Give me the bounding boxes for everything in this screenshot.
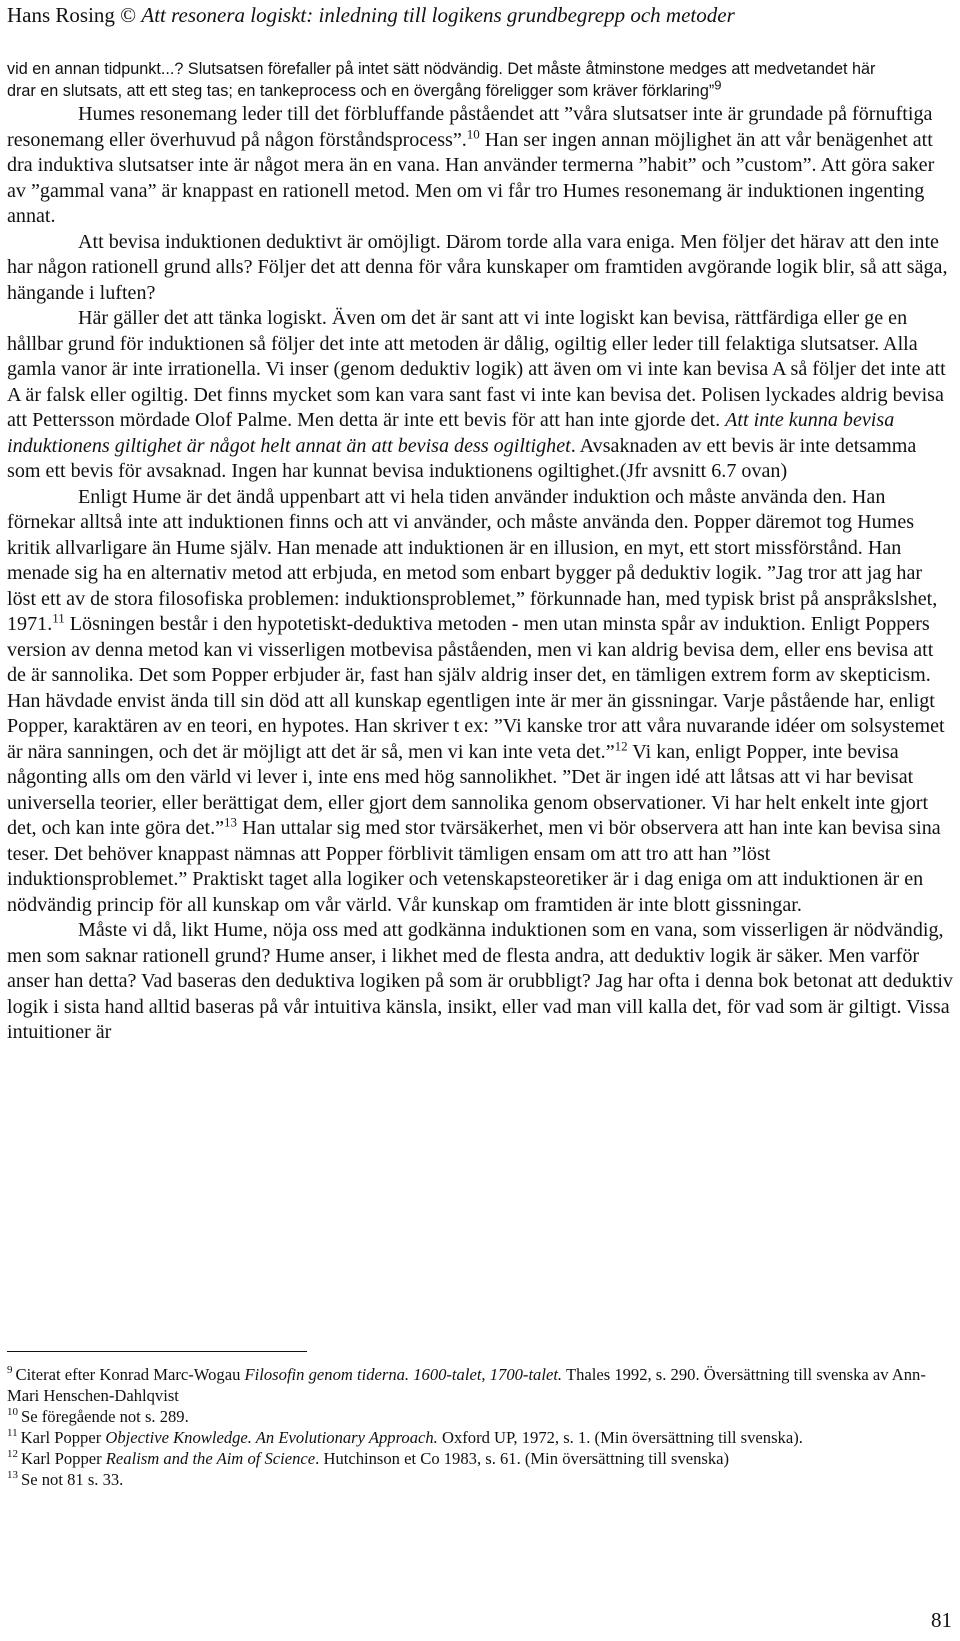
footnote-number: 12 bbox=[7, 1448, 18, 1461]
footnote-ref-10[interactable]: 10 bbox=[466, 125, 480, 141]
footnote-ref-11[interactable]: 11 bbox=[52, 610, 65, 626]
paragraph-like-hume: Måste vi då, likt Hume, nöja oss med att godkänna induktionen som en vana, som visserligen är nödvändig, men som saknar rationell grund? Hume anser, i likhet med de flesta andra, att deduktiv logik är säker. Men varför anser han detta? Vad baseras den deduktiva logiken på som är orubbligt? Jag har ofta i denna bok betonat att deduktiv logik i sista hand alltid baseras på vår intuitiva känsla, insikt, eller vad man vill kalla det, för vad som är giltigt. Vissa intuitioner är bbox=[7, 919, 953, 1043]
paragraph-deductive-proof: Att bevisa induktionen deduktivt är omöjligt. Därom torde alla vara eniga. Men följer det härav att den inte har någon rationell grund alls? Följer det att denna för våra kunskaper om framtiden avgörande logik blir, så att säga, hängande i luften? bbox=[7, 230, 948, 304]
footnote-text: Citerat efter Konrad Marc-Wogau bbox=[15, 1365, 245, 1384]
footnote-text: Karl Popper bbox=[20, 1428, 106, 1447]
paragraph-hume-habit bbox=[7, 102, 953, 230]
footnote-text: Karl Popper bbox=[21, 1449, 106, 1468]
footnote-9 bbox=[7, 1364, 953, 1406]
footnote-separator bbox=[7, 1351, 307, 1352]
footnote-italic: Filosofin genom tiderna. 1600-talet, 1700-talet. bbox=[244, 1365, 563, 1384]
footnote-ref-13[interactable]: 13 bbox=[224, 814, 238, 830]
footnote-number: 10 bbox=[7, 1406, 18, 1419]
footnote-italic: Objective Knowledge. An Evolutionary Approach. bbox=[105, 1428, 438, 1447]
footnote-text: Oxford UP, 1972, s. 1. (Min översättning till svenska). bbox=[437, 1428, 803, 1447]
footnote-text: . Hutchinson et Co 1983, s. 61. (Min översättning till svenska) bbox=[315, 1449, 730, 1468]
paragraph-text: Enligt Hume är det ändå uppenbart att vi hela tiden använder induktion och måste använda den. Han förnekar alltså inte att induktionen finns och att vi använder, och måste använda den. Popper däremot tog Humes kritik allvarligare än Hume själv. Han menade att induktionen är en illusion, en myt, ett stort missförstånd. Han menade sig ha en alternativ metod att erbjuda, en metod som enbart bygger på deduktiv logik. ”Jag tror att jag har löst ett av de stora filosofiska problemen: induktionsproblemet,” förkunnade han, med typisk brist på anspråkslshet, 1971. bbox=[7, 485, 938, 635]
page-number: 81 bbox=[931, 1608, 952, 1632]
footnote-11 bbox=[7, 1427, 953, 1448]
paragraph-think-logically bbox=[7, 306, 953, 485]
footnote-13 bbox=[7, 1469, 953, 1490]
footnote-text: Thales 1992, s. 290. Översättning till svenska av Ann-Mari Henschen-Dahlqvist bbox=[7, 1365, 926, 1405]
emphasized-text: Att inte kunna bevisa induktionens giltighet är något helt annat än att bevisa dess ogiltighet bbox=[7, 409, 895, 457]
quote-line-2: drar en slutsats, att ett steg tas; en tankeprocess och en övergång föreligger som kräver förklaring” bbox=[7, 82, 715, 100]
quote-line-1: vid en annan tidpunkt...? Slutsatsen förefaller på intet sätt nödvändig. Det måste åtminstone medges att medvetandet här bbox=[7, 60, 876, 78]
main-text bbox=[7, 58, 953, 1046]
header-book-title: Att resonera logiskt: inledning till logikens grundbegrepp och metoder bbox=[141, 3, 735, 27]
paragraph-text: . Avsaknaden av ett bevis är inte detsamma som ett bevis för avsaknad. Ingen har kunnat bevisa induktionens ogiltighet.(Jfr avsnitt 6.7 ovan) bbox=[7, 434, 917, 482]
footnote-number: 9 bbox=[7, 1364, 13, 1377]
footnote-italic: Realism and the Aim of Science bbox=[105, 1449, 316, 1468]
paragraph-text: Han uttalar sig med stor tvärsäkerhet, men vi bör observera att han inte kan bevisa sina teser. Det behöver knappast nämnas att Popper förblivit tämligen ensam om att tro att han ”löst induktionsproblemet.” Praktiskt taget alla logiker och vetenskapsteoretiker är i dag eniga om att induktionen är en nödvändig princip för all kunskap om vår värld. Vår kunskap om framtiden är inte blott gissningar. bbox=[7, 817, 941, 916]
paragraph-text: Han ser ingen annan möjlighet än att vår benägenhet att dra induktiva slutsatser inte är något mera än en vana. Han använder termerna ”habit” och ”custom”. Att göra saker av ”gammal vana” är knappast en rationell metod. Men om vi får tro Humes resonemang är induktionen ingenting annat. bbox=[7, 128, 935, 227]
footnote-10 bbox=[7, 1406, 953, 1427]
paragraph-text: Lösningen består i den hypotetiskt-deduktiva metoden - men utan minsta spår av induktion. Enligt Poppers version av denna metod kan vi visserligen motbevisa påståenden, men vi kan aldrig bevisa dem, eller ens bevisa att de är sannolika. Det som Popper erbjuder är, fast han själv aldrig inser det, en tämligen extrem form av skepticism. Han hävdade envist ända till sin död att all kunskap egentligen inte är mer än gissningar. Varje påstående har, enligt Popper, karaktären av en teori, en hypotes. Han skriver t ex: ”Vi kanske tror att våra nuvarande idéer om solsystemet är nära sanningen, och det är möjligt att det är så, men vi kan inte veta det.” bbox=[7, 613, 945, 763]
footnote-text: Se föregående not s. 289. bbox=[21, 1407, 189, 1426]
footnotes bbox=[7, 1364, 953, 1490]
paragraph-text: Vi kan, enligt Popper, inte bevisa någonting alls om den värld vi lever i, inte ens med hög sannolikhet. ”Det är ingen idé att låtsas att vi har bevisat universella teorier, eller berättigat dem, eller gjort dem sannolika genom observationer. Vi har helt enkelt inte gjort det, och kan inte göra det.” bbox=[7, 740, 929, 839]
paragraph-popper bbox=[7, 485, 953, 919]
paragraph-text: Humes resonemang leder till det förbluffande påståendet att ”våra slutsatser inte är grundade på förnuftiga resonemang eller överhuvud på någon förståndsprocess”. bbox=[7, 103, 933, 151]
footnote-number: 13 bbox=[7, 1469, 18, 1482]
footnote-text: Se not 81 s. 33. bbox=[21, 1470, 124, 1489]
running-header bbox=[7, 2, 957, 28]
paragraph-text: Här gäller det att tänka logiskt. Även om det är sant att vi inte logiskt kan bevisa, rättfärdiga eller ge en hållbar grund för induktionen så följer det inte att metoden är dålig, ogiltig eller leder till felaktiga slutsatser. Alla gamla vanor är inte irrationella. Vi inser (genom deduktiv logik) att även om vi inte kan bevisa A så följer det inte att A är falsk eller ogiltig. Det finns mycket som kan vara sant fast vi inte kan bevisa det. Polisen lyckades aldrig bevisa att Pettersson mördade Olof Palme. Men detta är inte ett bevis för att han inte gjorde det. bbox=[7, 307, 946, 431]
footnote-ref-12[interactable]: 12 bbox=[614, 737, 628, 753]
footnote-number: 11 bbox=[7, 1427, 18, 1440]
footnote-12 bbox=[7, 1448, 953, 1469]
header-author: Hans Rosing © bbox=[7, 3, 137, 27]
footnote-ref-9[interactable]: 9 bbox=[714, 77, 722, 93]
quote-continuation bbox=[7, 58, 953, 102]
